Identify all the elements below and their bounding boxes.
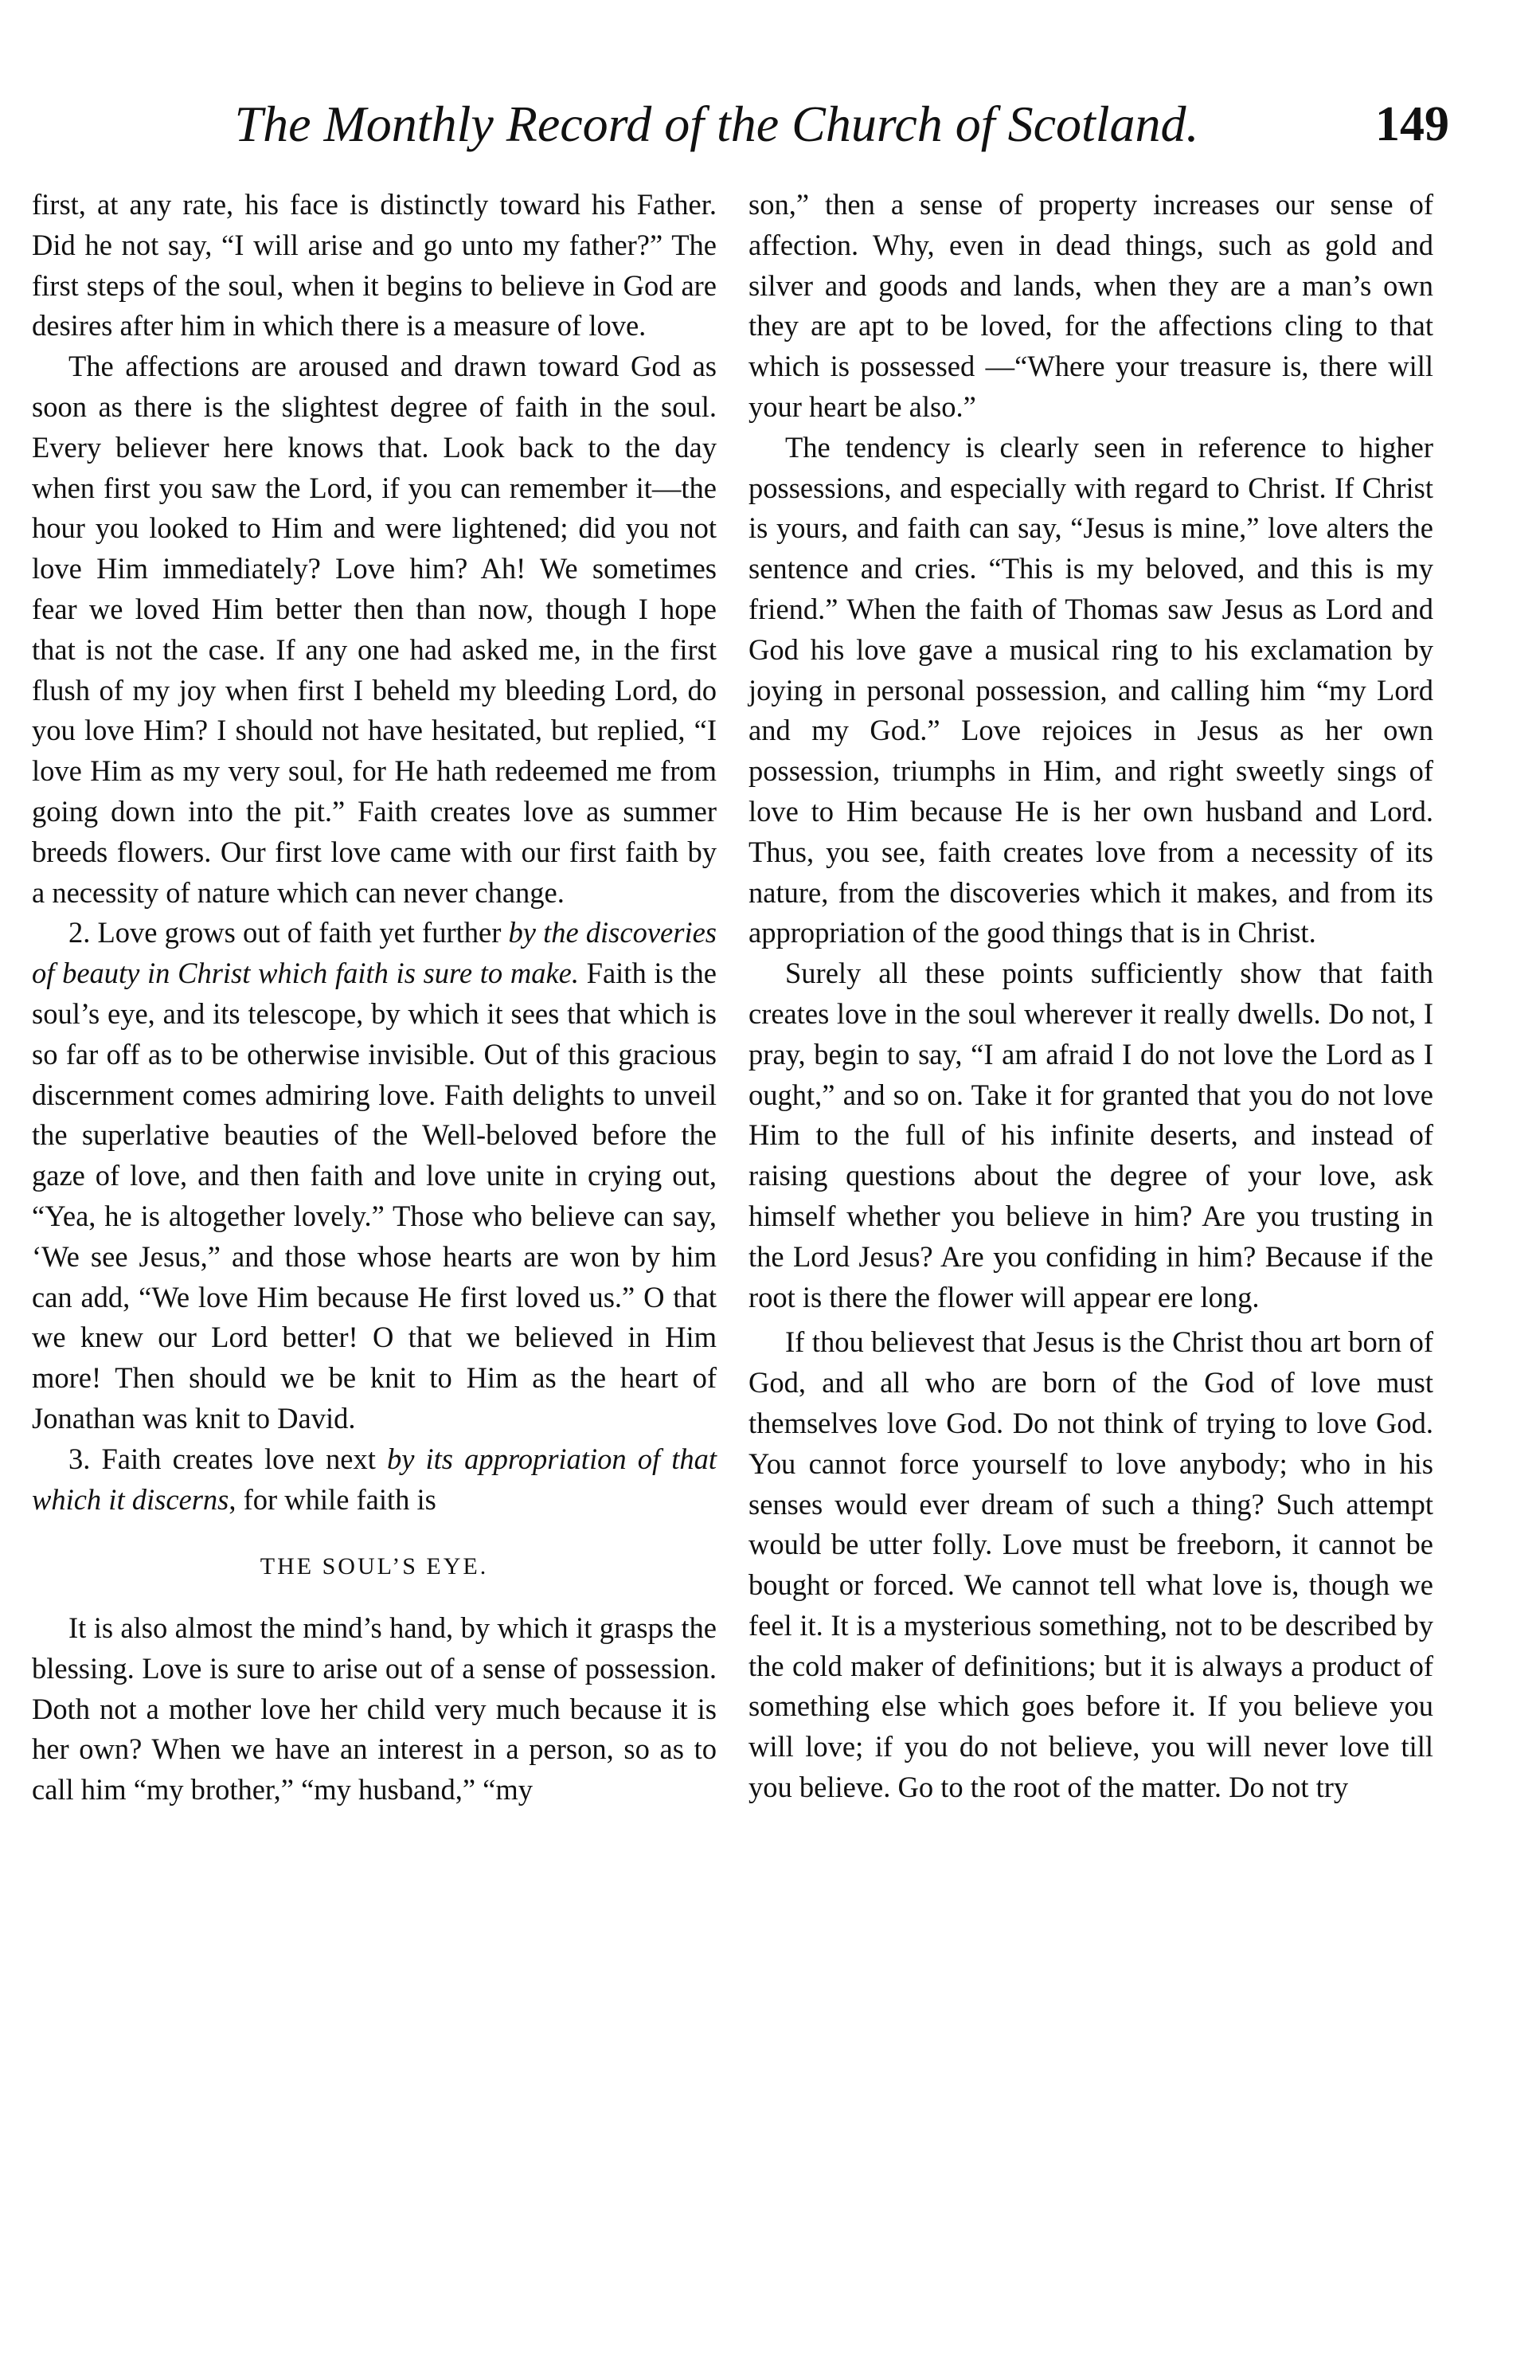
left-column [32,185,717,1810]
paragraph-text: Faith is the soul’s eye, and its telescope, by which it sees that which is so far off as to be otherwise invisible. Out of this gracious discernment comes admiring love. Faith delights to unveil the superlative beauties of the Well-beloved before the gaze of love, and then faith and love unite in crying out, “Yea, he is altogether lovely.” Those who believe can say, ‘We see Jesus,” and those whose hearts are won by him can add, “We love Him because He first loved us.” O that we knew our Lord better! O that we believed in Him more! Then should we be knit to Him as the heart of Jonathan was knit to David. [32,957,717,1435]
page-number: 149 [1375,97,1449,151]
paragraph: son,” then a sense of property increases our sense of affection. Why, even in dead things, such as gold and silver and goods and lands, when they are a man’s own they are apt to be loved, for the affections cling to that which is possessed —“Where your treasure is, there will your heart be also.” [749,188,1433,423]
paragraph: Surely all these points sufficiently show that faith creates love in the soul wherever it really dwells. Do not, I pray, begin to say, “I am afraid I do not love the Lord as I ought,” and so on. Take it for granted that you do not love Him to the full of his infinite deserts, and instead of raising questions about the degree of your love, ask himself whether you believe in him? Are you trusting in the Lord Jesus? Are you confiding in him? Because if the root is there the flower will appear ere long. [749,957,1433,1313]
emphasis: by its appropriation of that which it discerns [32,1442,717,1516]
paragraph: first, at any rate, his face is distinctly toward his Father. Did he not say, “I will arise and go unto my father?” The first steps of the soul, when it begins to believe in God are desires after him in which there is a measure of love. [32,188,717,343]
paragraph: If thou believest that Jesus is the Christ thou art born of God, and all who are born of the God of love must themselves love God. Do not think of trying to love God. You cannot force yourself to love anybody; who in his senses would ever dream of such a thing? Such attempt would be utter folly. Love must be freeborn, it cannot be bought or forced. We cannot tell what love is, though we feel it. It is a mysterious something, not to be described by the cold maker of definitions; but it is always a product of something else which goes before it. If you believe you will love; if you do not believe, you will never love till you believe. Go to the root of the matter. Do not try [749,1325,1433,1804]
section-heading: THE SOUL’S EYE. [260,1553,489,1580]
right-column [749,185,1433,1808]
paragraph: It is also almost the mind’s hand, by which it grasps the blessing. Love is sure to arise out of a sense of possession. Doth not a mother love her child very much because it is her own? When we have an interest in a person, so as to call him “my brother,” “my husband,” “my [32,1611,717,1807]
paragraph: The affections are aroused and drawn toward God as soon as there is the slightest degree of faith in the soul. Every believer here knows that. Look back to the day when first you saw the Lord, if you can remember it—the hour you looked to Him and were lightened; did you not love Him immediately? Love him? Ah! We sometimes fear we loved Him better then than now, though I hope that is not the case. If any one had asked me, in the first flush of my joy when first I beheld my bleeding Lord, do you love Him? I should not have hesitated, but replied, “I love Him as my very soul, for He hath redeemed me from going down into the pit.” Faith creates love as summer breeds flowers. Our first love came with our first faith by a necessity of nature which can never change. [32,350,717,909]
emphasis: by the discoveries of beauty in Christ which faith is sure to make. [32,916,717,990]
paragraph [32,913,717,1439]
running-title: The Monthly Record of the Church of Scotland. [234,96,1199,152]
paragraph [32,1439,717,1521]
paragraph: The tendency is clearly seen in reference to higher possessions, and especially with regard to Christ. If Christ is yours, and faith can say, “Jesus is mine,” love alters the sentence and cries. “This is my beloved, and this is my friend.” When the faith of Thomas saw Jesus as Lord and God his love gave a musical ring to his exclamation by joying in personal possession, and calling him “my Lord and my God.” Love rejoices in Jesus as her own possession, triumphs in Him, and right sweetly sings of love to Him because He is her own husband and Lord. Thus, you see, faith creates love from a necessity of its nature, from the discoveries which it makes, and from its appropriation of the good things that is in Christ. [749,430,1433,949]
paragraph-text: , for while faith is [229,1482,436,1516]
paragraph-lead: 2. Love grows out of faith yet further [68,916,509,949]
page-header [32,88,1449,167]
paragraph-lead: 3. Faith creates love next [68,1442,387,1475]
